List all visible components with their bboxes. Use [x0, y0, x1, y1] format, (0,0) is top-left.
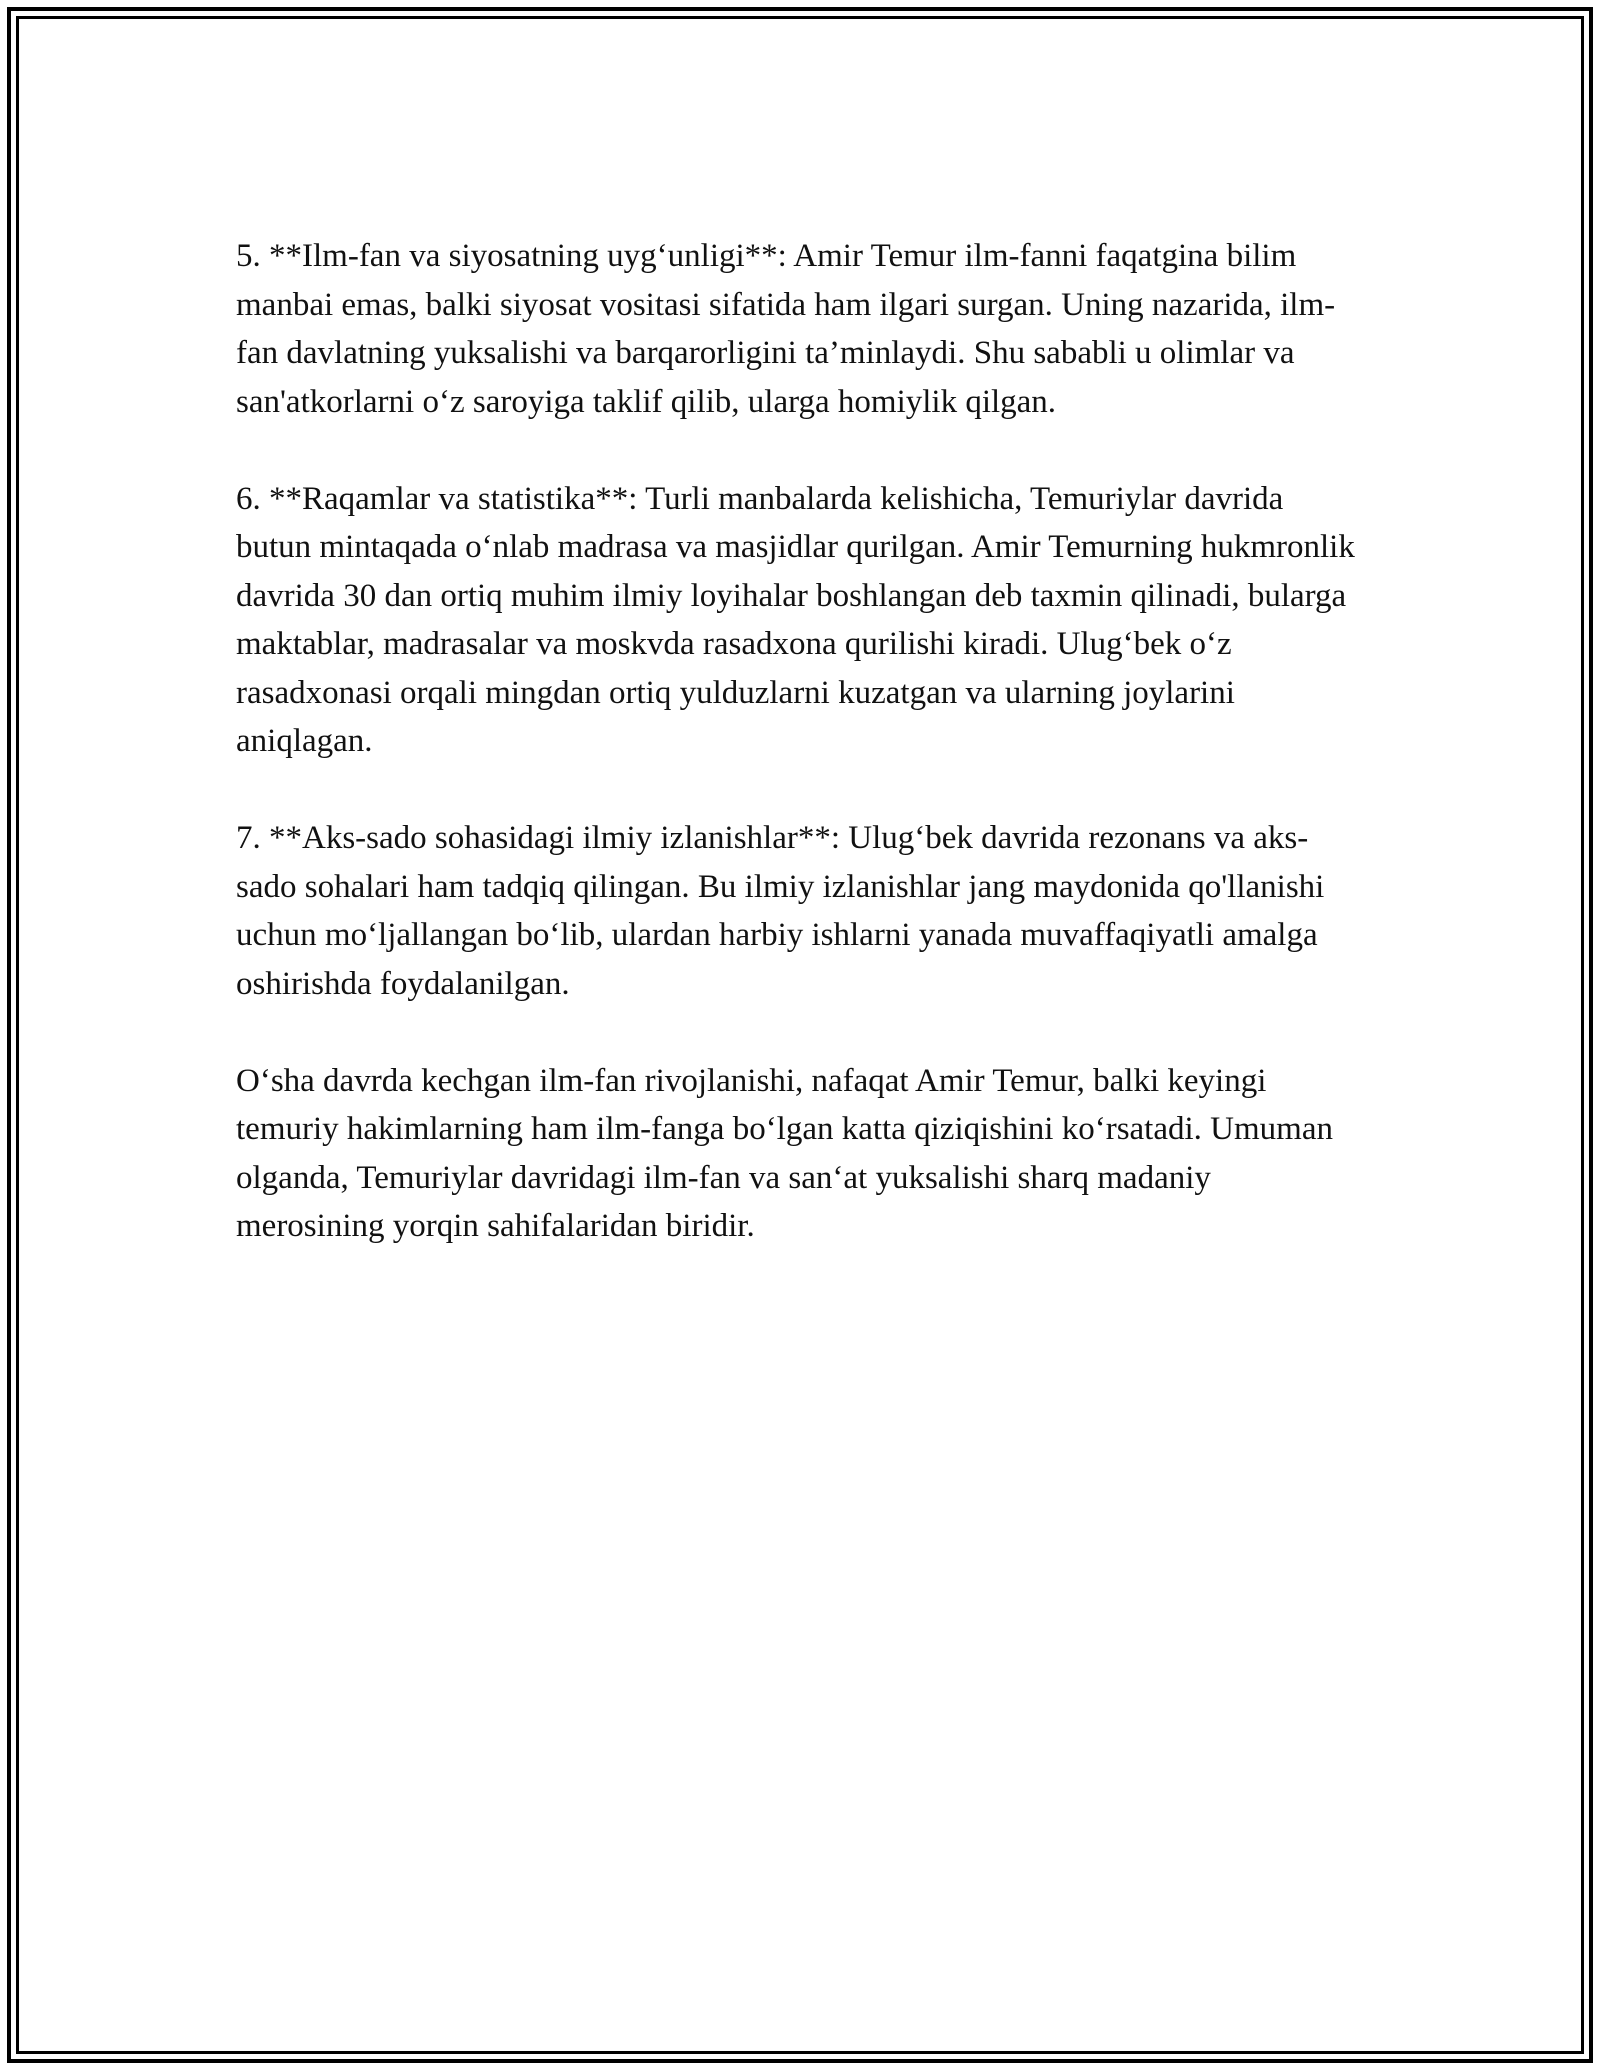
- paragraph-7-acoustics-research: 7. **Aks-sado sohasidagi ilmiy izlanishlar**: Ulug‘bek davrida rezonans va aks-sado sohalari ham tadqiq qilingan. Bu ilmiy izlanishlar jang maydonida qo'llanishi uchun mo‘ljallangan bo‘lib, ulardan harbiy ishlarni yanada muvaffaqiyatli amalga oshirishda foydalanilgan.: [236, 820, 1325, 1002]
- paragraph-5-science-and-politics: 5. **Ilm-fan va siyosatning uyg‘unligi**: Amir Temur ilm-fanni faqatgina bilim manbai emas, balki siyosat vositasi sifatida ham ilgari surgan. Uning nazarida, ilm-fan davlatning yuksalishi va barqarorligini ta’minlaydi. Shu sababli u olimlar va san'atkorlarni o‘z saroyiga taklif qilib, ularga homiylik qilgan.: [236, 238, 1336, 420]
- document-body: [236, 232, 1366, 1299]
- paragraph-6-numbers-and-statistics: 6. **Raqamlar va statistika**: Turli manbalarda kelishicha, Temuriylar davrida butun mintaqada o‘nlab madrasa va masjidlar qurilgan. Amir Temurning hukmronlik davrida 30 dan ortiq muhim ilmiy loyihalar boshlangan deb taxmin qilinadi, bularga maktablar, madrasalar va moskvda rasadxona qurilishi kiradi. Ulug‘bek o‘z rasadxonasi orqali mingdan ortiq yulduzlarni kuzatgan va ularning joylarini aniqlagan.: [236, 480, 1355, 759]
- paragraph-conclusion: O‘sha davrda kechgan ilm-fan rivojlanishi, nafaqat Amir Temur, balki keyingi temuriy hakimlarning ham ilm-fanga bo‘lgan katta qiziqishini ko‘rsatadi. Umuman olganda, Temuriylar davridagi ilm-fan va san‘at yuksalishi sharq madaniy merosining yorqin sahifalaridan biridir.: [236, 1062, 1333, 1244]
